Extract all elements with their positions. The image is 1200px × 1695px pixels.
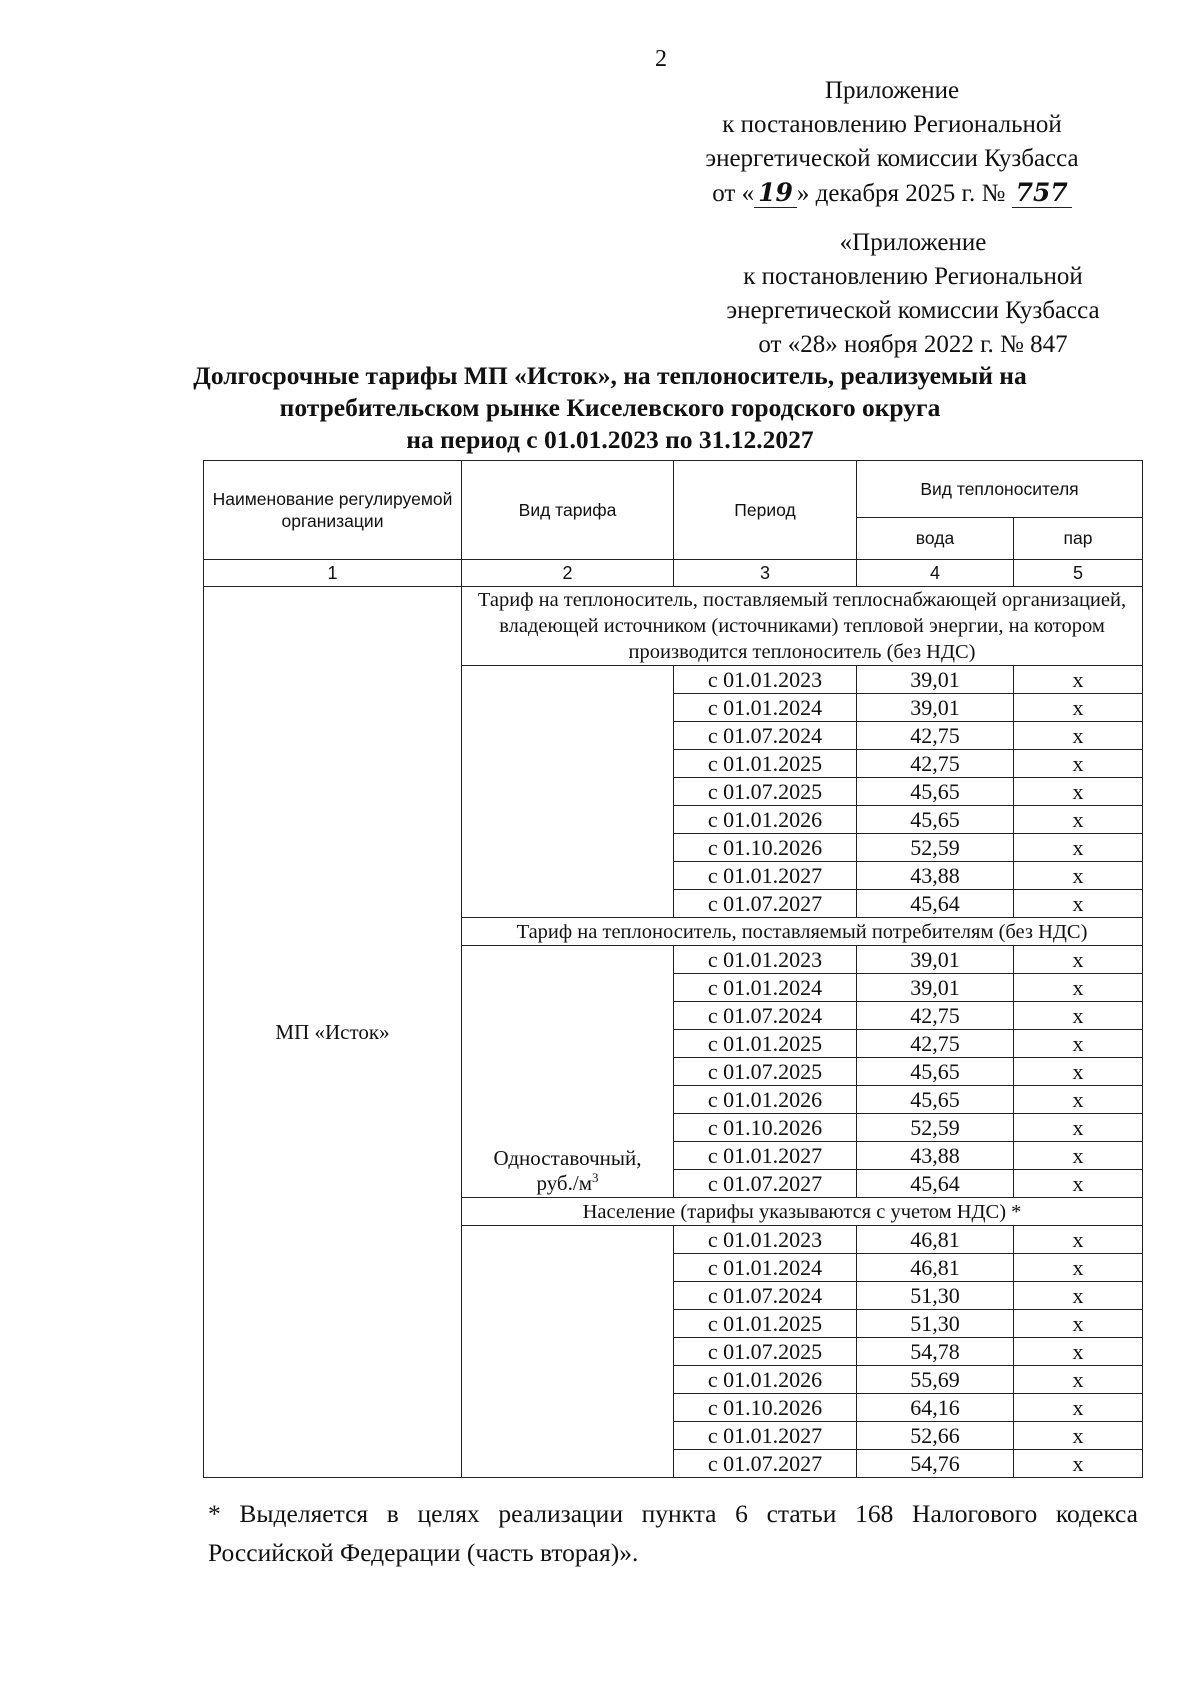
cell-water: 54,76 — [857, 1450, 1014, 1478]
cell-period: с 01.01.2025 — [674, 1310, 857, 1338]
cell-steam: х — [1014, 778, 1143, 806]
cell-water: 45,65 — [857, 1086, 1014, 1114]
cell-period: с 01.01.2024 — [674, 974, 857, 1002]
handwritten-day: 19 — [754, 178, 797, 208]
cell-period: с 01.01.2023 — [674, 666, 857, 694]
cell-period: с 01.01.2024 — [674, 1254, 857, 1282]
cell-steam: х — [1014, 722, 1143, 750]
cell-water: 51,30 — [857, 1282, 1014, 1310]
page-number: 2 — [655, 46, 667, 72]
handwritten-number: 757 — [1012, 178, 1072, 208]
cell-period: с 01.10.2026 — [674, 834, 857, 862]
cell-period: с 01.01.2026 — [674, 806, 857, 834]
cell-steam: х — [1014, 694, 1143, 722]
cell-steam: х — [1014, 1058, 1143, 1086]
column-number: 2 — [462, 560, 674, 587]
appendix-header-line2: к постановлению Региональной — [722, 111, 1062, 138]
cell-steam: х — [1014, 834, 1143, 862]
cell-steam: х — [1014, 1086, 1143, 1114]
cell-steam: х — [1014, 1394, 1143, 1422]
cell-water: 46,81 — [857, 1226, 1014, 1254]
cell-water: 55,69 — [857, 1366, 1014, 1394]
organization-name: МП «Исток» — [204, 587, 462, 1478]
title-line2: потребительском рынке Киселевского городского округа — [279, 393, 941, 422]
original-header-line1: «Приложение — [839, 229, 987, 256]
cell-period: с 01.01.2023 — [674, 1226, 857, 1254]
cell-period: с 01.01.2026 — [674, 1086, 857, 1114]
tariff-type-label: Одноставочный, — [493, 1146, 642, 1170]
cell-water: 43,88 — [857, 862, 1014, 890]
cell-water: 42,75 — [857, 1030, 1014, 1058]
column-number: 5 — [1014, 560, 1143, 587]
cell-period: с 01.01.2025 — [674, 750, 857, 778]
cell-water: 45,65 — [857, 778, 1014, 806]
cell-water: 64,16 — [857, 1394, 1014, 1422]
cell-steam: х — [1014, 1310, 1143, 1338]
cell-water: 39,01 — [857, 694, 1014, 722]
cell-water: 39,01 — [857, 974, 1014, 1002]
cell-water: 54,78 — [857, 1338, 1014, 1366]
cell-steam: х — [1014, 1338, 1143, 1366]
section-title: Тариф на теплоноситель, поставляемый теплоснабжающей организацией, владеющей источником (источниками) тепловой энергии, на котором производится теплоноситель (без НДС) — [462, 587, 1143, 666]
cell-steam: х — [1014, 862, 1143, 890]
cell-period: с 01.07.2027 — [674, 1170, 857, 1198]
cell-water: 52,66 — [857, 1422, 1014, 1450]
cell-water: 52,59 — [857, 834, 1014, 862]
cell-period: с 01.10.2026 — [674, 1394, 857, 1422]
date-middle: » декабря 2025 г. № — [796, 180, 1006, 207]
cell-period: с 01.07.2024 — [674, 1282, 857, 1310]
cell-water: 45,64 — [857, 890, 1014, 918]
cell-steam: х — [1014, 1142, 1143, 1170]
cell-period: с 01.07.2024 — [674, 1002, 857, 1030]
cell-steam: х — [1014, 1254, 1143, 1282]
cell-water: 42,75 — [857, 1002, 1014, 1030]
original-header-line4: от «28» ноября 2022 г. № 847 — [758, 331, 1068, 358]
cell-steam: х — [1014, 1114, 1143, 1142]
tariff-unit-superscript: 3 — [592, 1170, 599, 1185]
cell-period: с 01.01.2023 — [674, 946, 857, 974]
cell-steam: х — [1014, 1002, 1143, 1030]
cell-steam: х — [1014, 1226, 1143, 1254]
section-title-row — [204, 587, 1143, 666]
cell-steam: х — [1014, 806, 1143, 834]
cell-steam: х — [1014, 1422, 1143, 1450]
cell-water: 43,88 — [857, 1142, 1014, 1170]
cell-period: с 01.07.2027 — [674, 1450, 857, 1478]
cell-period: с 01.01.2025 — [674, 1030, 857, 1058]
cell-water: 52,59 — [857, 1114, 1014, 1142]
cell-steam: х — [1014, 974, 1143, 1002]
header-steam: пар — [1014, 517, 1143, 559]
header-period: Период — [674, 461, 857, 560]
header-carrier-type: Вид теплоносителя — [857, 461, 1143, 518]
tariff-table — [203, 460, 1143, 1478]
cell-period: с 01.07.2027 — [674, 890, 857, 918]
cell-period: с 01.07.2025 — [674, 778, 857, 806]
cell-period: с 01.01.2027 — [674, 862, 857, 890]
original-appendix-header — [693, 226, 1133, 362]
header-water: вода — [857, 517, 1014, 559]
tariff-unit-label: руб./м — [536, 1171, 592, 1195]
cell-period: с 01.01.2027 — [674, 1142, 857, 1170]
cell-water: 42,75 — [857, 750, 1014, 778]
cell-steam: х — [1014, 750, 1143, 778]
cell-period: с 01.01.2027 — [674, 1422, 857, 1450]
cell-steam: х — [1014, 1282, 1143, 1310]
title-line1: Долгосрочные тарифы МП «Исток», на теплоноситель, реализуемый на — [193, 361, 1027, 390]
original-header-line2: к постановлению Региональной — [743, 263, 1083, 290]
cell-steam: х — [1014, 666, 1143, 694]
date-prefix: от « — [712, 180, 755, 207]
cell-water: 45,64 — [857, 1170, 1014, 1198]
cell-water: 42,75 — [857, 722, 1014, 750]
footnote: * Выделяется в целях реализации пункта 6 статьи 168 Налогового кодекса Российской Федерации (часть вторая)». — [208, 1499, 1138, 1567]
tariff-unit — [462, 1171, 673, 1196]
original-header-line3: энергетической комиссии Кузбасса — [726, 297, 1100, 324]
cell-period: с 01.01.2026 — [674, 1366, 857, 1394]
cell-water: 39,01 — [857, 946, 1014, 974]
cell-steam: х — [1014, 1030, 1143, 1058]
section-title: Тариф на теплоноситель, поставляемый потребителям (без НДС) — [462, 918, 1143, 946]
appendix-header-line1: Приложение — [824, 77, 960, 104]
cell-period: с 01.10.2026 — [674, 1114, 857, 1142]
title-line3: на период с 01.01.2023 по 31.12.2027 — [406, 425, 814, 454]
appendix-header-line3: энергетической комиссии Кузбасса — [705, 145, 1079, 172]
cell-period: с 01.07.2025 — [674, 1058, 857, 1086]
appendix-header-date — [672, 176, 1112, 211]
cell-steam: х — [1014, 890, 1143, 918]
column-number-row — [204, 560, 1143, 587]
tariff-table-body — [204, 461, 1143, 1478]
section-title: Население (тарифы указываются с учетом НДС) * — [462, 1198, 1143, 1226]
cell-steam: х — [1014, 1170, 1143, 1198]
appendix-header — [672, 74, 1112, 211]
cell-steam: х — [1014, 1366, 1143, 1394]
tariff-type-cell — [462, 946, 674, 1198]
cell-water: 46,81 — [857, 1254, 1014, 1282]
tariff-type-cell — [462, 666, 674, 918]
document-title — [140, 360, 1080, 456]
cell-water: 45,65 — [857, 1058, 1014, 1086]
cell-period: с 01.07.2024 — [674, 722, 857, 750]
header-row — [204, 461, 1143, 518]
tariff-type-cell — [462, 1226, 674, 1478]
cell-water: 45,65 — [857, 806, 1014, 834]
cell-water: 39,01 — [857, 666, 1014, 694]
header-organization: Наименование регулируемой организации — [204, 461, 462, 560]
column-number: 4 — [857, 560, 1014, 587]
cell-water: 51,30 — [857, 1310, 1014, 1338]
cell-steam: х — [1014, 1450, 1143, 1478]
cell-period: с 01.07.2025 — [674, 1338, 857, 1366]
cell-steam: х — [1014, 946, 1143, 974]
cell-period: с 01.01.2024 — [674, 694, 857, 722]
column-number: 1 — [204, 560, 462, 587]
header-tariff-type: Вид тарифа — [462, 461, 674, 560]
column-number: 3 — [674, 560, 857, 587]
